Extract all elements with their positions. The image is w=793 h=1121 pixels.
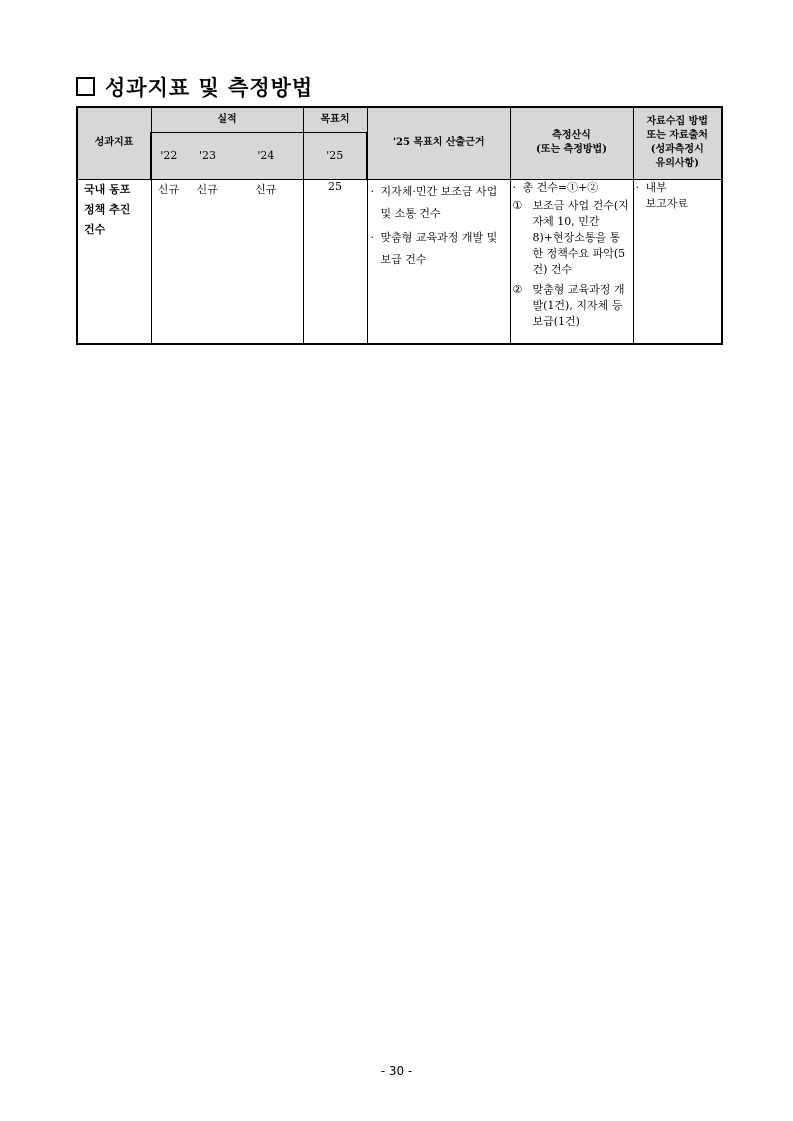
actual-24: 신규 [255,182,277,196]
basis-item [371,227,506,271]
indicator-line2: 정책 추진 [84,202,131,216]
header-year-row [152,148,303,163]
header-basis: '25 목표치 산출근거 [367,107,510,179]
header-source [633,107,722,179]
basis-item [371,181,506,225]
checkbox-square-icon [76,77,95,96]
method-sub2-text: 맞춤형 교육과정 개발(1건), 지자체 등 보급(1건) [532,282,625,328]
header-year-22: '22 [160,149,178,162]
basis-item2-text: 맞춤형 교육과정 개발 및 보급 건수 [380,230,498,266]
actuals-row [152,180,303,197]
method-total [513,180,631,196]
bullet-dot: · [370,230,374,244]
bullet-dot: · [370,184,374,198]
header-method-line1: 측정산식 [552,130,591,142]
bullet-dot: · [635,180,639,194]
actual-23: 신규 [196,182,218,196]
method-sub-item [513,282,631,330]
cell-target-25: 25 [303,179,367,344]
header-target: 목표치 [303,107,367,132]
source-item1-line1: 내부 [645,180,667,194]
method-sub1-text: 보조금 사업 건수(지자체 10, 민간 8)+현장소통을 통한 정책수요 파악(5건) 건수 [532,198,629,276]
header-indicator: 성과지표 [77,107,151,179]
bullet-dot: · [512,180,516,194]
indicator-line3: 건수 [84,222,106,236]
header-method [510,107,633,179]
page-number: - 30 - [380,1064,413,1078]
circled-number-2: ② [512,282,523,296]
circled-number-1: ① [512,198,523,212]
header-source-line4: 유의사항) [655,158,699,170]
header-actual: 실적 [151,107,303,132]
table-row [77,179,722,344]
method-sub-item [513,198,631,278]
cell-basis [367,179,510,344]
header-source-line3: (성과측정시 [650,144,704,156]
header-years-actual [151,132,303,179]
cell-source [633,179,722,344]
header-source-line1: 자료수집 방법 [646,116,708,128]
header-method-line2: (또는 측정방법) [536,144,607,156]
performance-indicator-table [76,106,723,345]
cell-method [510,179,633,344]
header-year-24: '24 [257,149,275,162]
actual-22: 신규 [157,182,180,196]
page-title-text: 성과지표 및 측정방법 [105,75,314,100]
header-year-25: '25 [303,132,367,179]
cell-indicator [77,179,151,344]
source-item [636,180,719,212]
indicator-line1: 국내 동포 [84,182,131,196]
source-item1-line2: 보고자료 [645,196,689,210]
method-total-text: 총 건수=①+② [522,180,599,194]
header-year-23: '23 [198,149,216,162]
page-title [76,72,313,102]
cell-actuals [151,179,303,344]
basis-item1-text: 지자체·민간 보조금 사업 및 소통 건수 [380,184,498,220]
header-source-line2: 또는 자료출처 [646,130,708,142]
